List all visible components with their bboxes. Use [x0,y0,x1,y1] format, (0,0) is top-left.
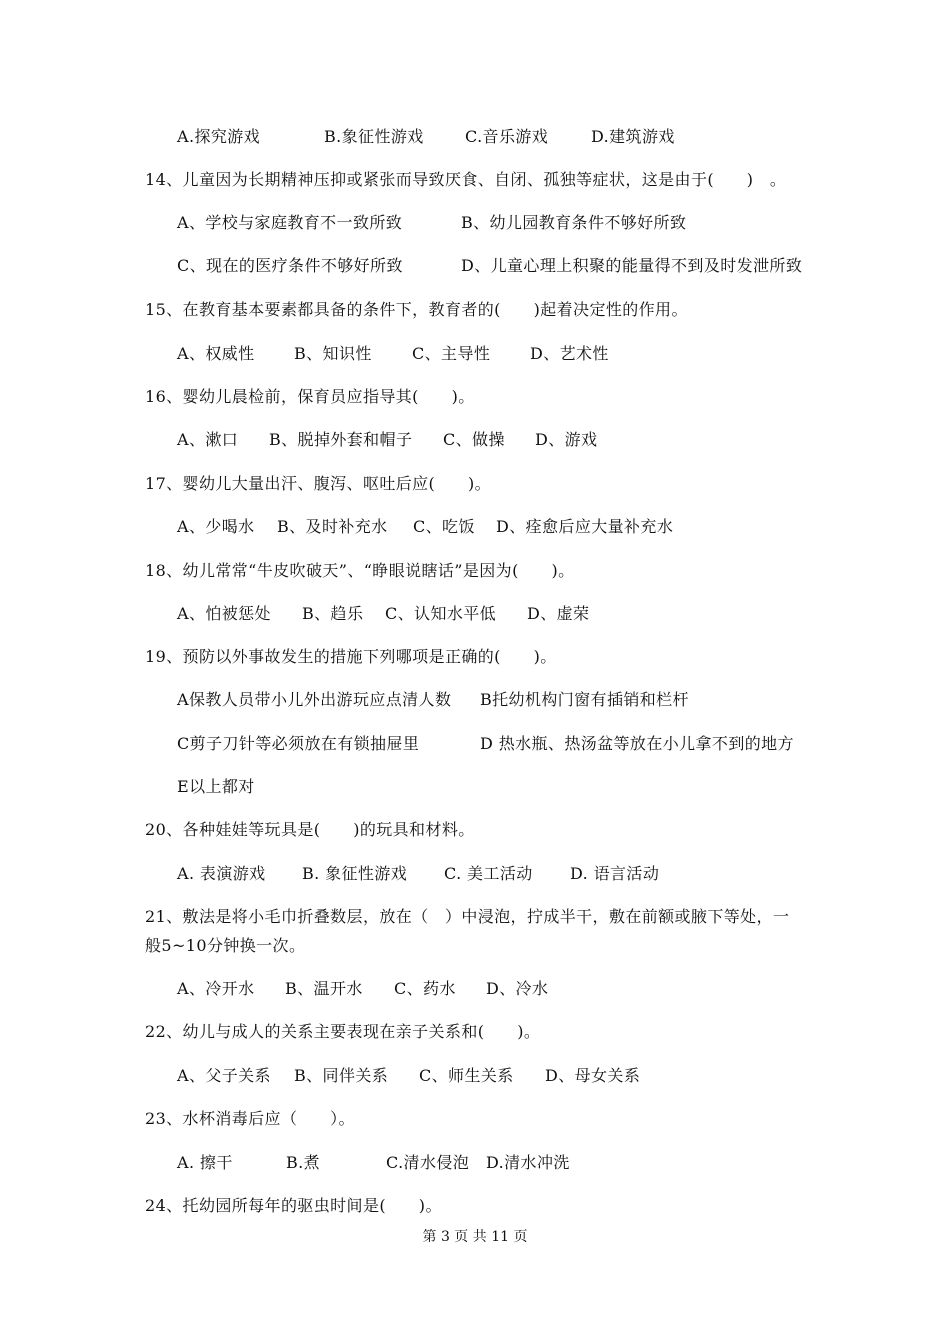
q17-option-b: B、及时补充水 [277,517,388,536]
q21-option-d: D、冷水 [486,979,549,998]
q13-option-d: D.建筑游戏 [591,127,675,146]
q18-option-a: A、怕被惩处 [177,604,271,623]
q21-option-b: B、温开水 [285,979,363,998]
q14-option-a: A、学校与家庭教育不一致所致 [177,213,403,232]
q23-option-c: C.清水侵泡 [386,1153,470,1172]
q18-options [177,604,589,624]
q14-option-c: C、现在的医疗条件不够好所致 [177,256,403,275]
q22-option-a: A、父子关系 [177,1066,271,1085]
q14-option-d: D、儿童心理上积聚的能量得不到及时发泄所致 [461,256,803,275]
q21-option-a: A、冷开水 [177,979,255,998]
q19-options-row1 [177,690,689,710]
q15-option-b: B、知识性 [294,344,372,363]
q22-options [177,1066,640,1086]
q15-option-a: A、权威性 [177,344,255,363]
q23-option-b: B.煮 [286,1153,321,1172]
q23-option-d: D.清水冲洗 [486,1153,570,1172]
q21-option-c: C、药水 [394,979,456,998]
page-number-footer: 第 3 页 共 11 页 [422,1229,528,1245]
q18-option-d: D、虚荣 [527,604,590,623]
q18-option-c: C、认知水平低 [385,604,497,623]
q20-option-c: C. 美工活动 [444,864,533,883]
q17-options [177,517,673,537]
q15-options [177,344,609,364]
q21-stem-line2: 般5~10分钟换一次。 [145,936,306,955]
q22-option-c: C、师生关系 [419,1066,514,1085]
q14-option-b: B、幼儿园教育条件不够好所致 [461,213,687,232]
q20-options [177,864,659,884]
q17-stem: 17、婴幼儿大量出汗、腹泻、呕吐后应( )。 [145,474,492,493]
q19-option-b: B托幼机构门窗有插销和栏杆 [480,690,689,709]
q13-options [177,127,675,147]
q19-option-d: D 热水瓶、热汤盆等放在小儿拿不到的地方 [480,734,794,753]
q17-option-c: C、吃饭 [413,517,475,536]
q22-option-b: B、同伴关系 [294,1066,389,1085]
q20-option-a: A. 表演游戏 [177,864,266,883]
q20-option-d: D. 语言活动 [570,864,660,883]
q20-option-b: B. 象征性游戏 [302,864,408,883]
q15-stem: 15、在教育基本要素都具备的条件下，教育者的( )起着决定性的作用。 [145,300,688,319]
q16-option-b: B、脱掉外套和帽子 [269,430,413,449]
q16-option-d: D、游戏 [535,430,598,449]
q17-option-a: A、少喝水 [177,517,255,536]
q19-options-row2 [177,734,794,754]
q18-stem: 18、幼儿常常“牛皮吹破天”、“睁眼说瞎话”是因为( )。 [145,561,575,580]
q24-stem: 24、托幼园所每年的驱虫时间是( )。 [145,1196,442,1215]
q15-option-d: D、艺术性 [530,344,609,363]
q19-option-a: A保教人员带小儿外出游玩应点清人数 [177,690,452,709]
q17-option-d: D、痊愈后应大量补充水 [496,517,674,536]
q19-option-e: E以上都对 [177,777,255,796]
q18-option-b: B、趋乐 [302,604,364,623]
q22-stem: 22、幼儿与成人的关系主要表现在亲子关系和( )。 [145,1022,541,1041]
q13-option-b: B.象征性游戏 [324,127,424,146]
q13-option-c: C.音乐游戏 [465,127,549,146]
q14-options-row1 [177,213,686,233]
q23-stem: 23、水杯消毒后应（ ）。 [145,1109,355,1128]
q16-option-c: C、做操 [443,430,505,449]
q19-option-c: C剪子刀针等必须放在有锁抽屉里 [177,734,420,753]
q20-stem: 20、各种娃娃等玩具是( )的玩具和材料。 [145,820,475,839]
q15-option-c: C、主导性 [412,344,491,363]
q14-stem: 14、儿童因为长期精神压抑或紧张而导致厌食、自闭、孤独等症状，这是由于( ) 。 [145,170,787,189]
q21-stem-line1: 21、敷法是将小毛巾折叠数层，放在（ ）中浸泡，拧成半干，敷在前额或腋下等处，一 [145,907,790,926]
q23-option-a: A. 擦干 [177,1153,233,1172]
q13-option-a: A.探究游戏 [177,127,261,146]
q16-options [177,430,597,450]
q22-option-d: D、母女关系 [545,1066,641,1085]
q16-option-a: A、漱口 [177,430,239,449]
q14-options-row2 [177,256,802,276]
q16-stem: 16、婴幼儿晨检前，保育员应指导其( )。 [145,387,475,406]
q23-options [177,1153,570,1173]
q19-stem: 19、预防以外事故发生的措施下列哪项是正确的( )。 [145,647,557,666]
q21-options [177,979,548,999]
